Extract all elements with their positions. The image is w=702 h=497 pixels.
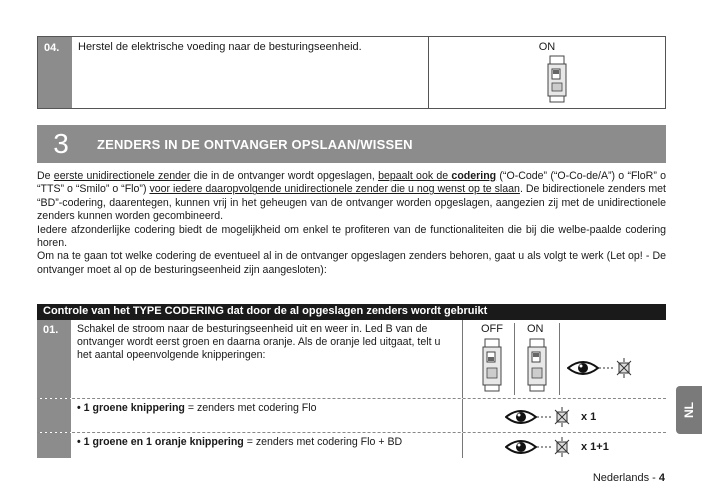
table-row [37, 433, 666, 458]
table-row [37, 320, 666, 399]
step-number-empty [37, 399, 71, 432]
text-run: eerste unidirectionele zender [53, 170, 191, 182]
step-illustration [463, 433, 666, 458]
blink-count: x 1+1 [581, 441, 609, 453]
text-run: • 1 groene knippering [77, 402, 185, 414]
paragraph-2: Iedere afzonderlijke codering biedt de mogelijkheid om enkel te profiteren van de functionaliteiten die bij die welbe-paalde codering horen. [37, 223, 666, 250]
switch-on-icon [546, 55, 570, 103]
body-text [37, 170, 666, 277]
text-run: = zenders met codering Flo + BD [243, 436, 403, 448]
step-number-empty [37, 433, 71, 458]
step-number: 04. [38, 37, 72, 108]
footer-language: Nederlands - [592, 472, 659, 484]
step-illustration [463, 320, 666, 398]
language-tab [676, 386, 702, 434]
text-run: voor iedere daaropvolgende unidirectionele zender die u nog wenst op te slaan [149, 183, 520, 196]
text-run: De [37, 170, 54, 182]
paragraph-3: Om na te gaan tot welke codering de eventueel al in de ontvanger opgeslagen zenders behoren, gaat u als volgt te werk (Let op! - De ontvanger moet al op de besturingseenheid zijn aangesloten): [37, 250, 666, 276]
section-title: ZENDERS IN DE ONTVANGER OPSLAAN/WISSEN [97, 136, 413, 152]
step-illustration [463, 399, 666, 432]
blink-count: x 1 [581, 411, 597, 423]
text-run: = zenders met codering Flo [184, 402, 317, 414]
page-number: 4 [658, 472, 665, 484]
page-footer [593, 472, 665, 484]
step-illustration [429, 37, 665, 108]
off-label: OFF [481, 323, 503, 335]
blinking-led-icon [599, 358, 637, 378]
on-label: ON [527, 323, 544, 335]
section-number: 3 [53, 128, 69, 159]
switch-off-icon [481, 338, 505, 392]
text-run: . De bidirectionele zenders met “BD”-codering, daarentegen, kunnen vrij in het geheugen van de ontvanger worden opgeslagen, aangezien zij met de unidirectionele zenders kunnen worden gecombineerd. [37, 183, 666, 223]
eye-icon [567, 360, 599, 376]
step-text [71, 433, 463, 458]
eye-led-group [505, 437, 609, 457]
step-text: Herstel de elektrische voeding naar de besturingseenheid. [72, 37, 429, 108]
switch-on-icon [526, 338, 550, 392]
divider [559, 323, 560, 395]
on-label: ON [538, 41, 556, 53]
text-run: • 1 groene en 1 oranje knippering [77, 436, 244, 448]
control-table-header: Controle van het TYPE CODERING dat door de al opgeslagen zenders wordt gebruikt [37, 304, 666, 320]
language-tab-label: NL [682, 402, 696, 418]
text-run: die in de ontvanger wordt opgeslagen, [190, 170, 379, 182]
eye-icon [505, 439, 537, 455]
divider [514, 323, 515, 395]
paragraph-1 [37, 170, 666, 224]
section-header [37, 125, 666, 163]
text-run: bepaalt ook de [378, 170, 452, 182]
step-text [71, 399, 463, 432]
eye-icon [505, 409, 537, 425]
eye-led-group [567, 358, 637, 378]
step-04-table [37, 36, 666, 109]
control-table [37, 304, 666, 458]
step-number: 01. [37, 320, 71, 398]
step-text: Schakel de stroom naar de besturingseenheid uit en weer in. Led B van de ontvanger wordt eerst groen en daarna oranje. Als de oranje led uitgaat, telt u het aantal opeenvolgende knipperingen: [71, 320, 463, 398]
eye-led-group [505, 407, 596, 427]
table-row [37, 399, 666, 433]
text-run: (“O-Code” (“O-Co-de/A”) o “FloR” o “TTS” o “Smilo” o “Flo”) [37, 170, 666, 196]
text-run: codering [451, 170, 497, 182]
blinking-led-icon [537, 407, 575, 427]
blinking-led-icon [537, 437, 575, 457]
